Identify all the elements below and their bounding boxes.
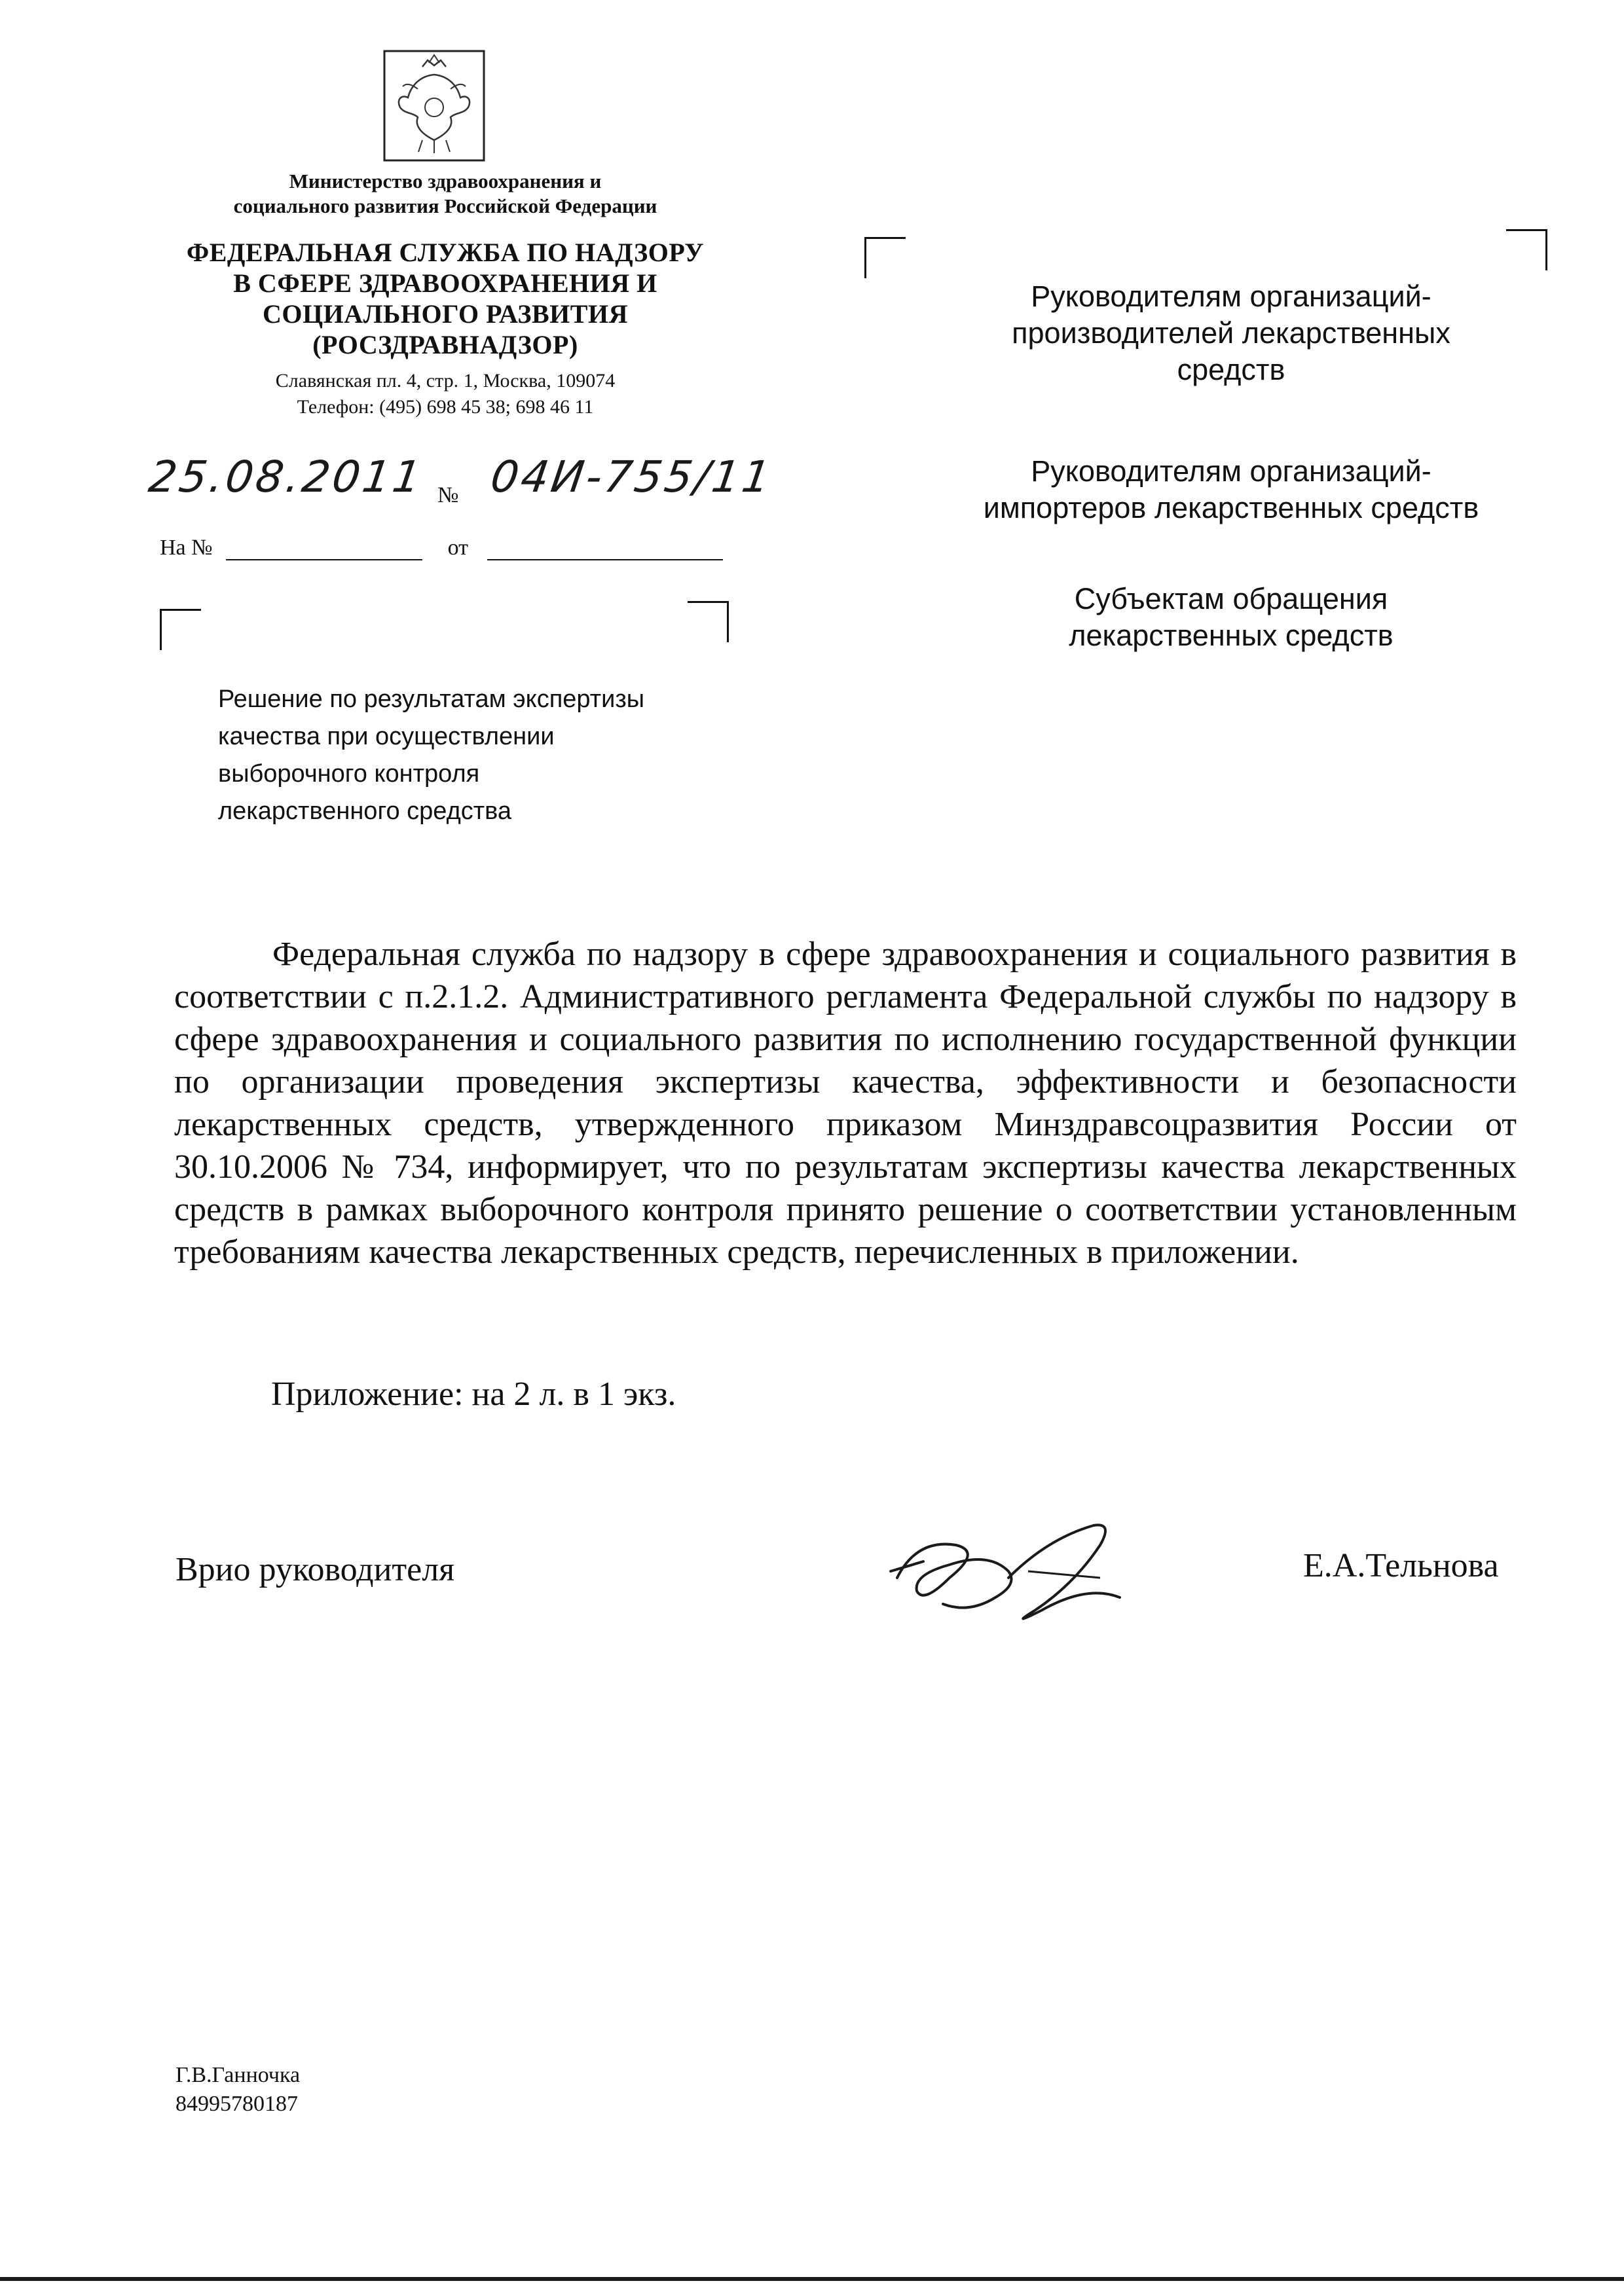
ministry-line-2: социального развития Российской Федерации	[233, 194, 657, 217]
service-line-1: ФЕДЕРАЛЬНАЯ СЛУЖБА ПО НАДЗОРУ	[186, 238, 705, 267]
service-name	[138, 237, 753, 360]
addressee-1-line-3: средств	[1177, 353, 1285, 386]
addressee-3-line-1: Субъектам обращения	[1074, 582, 1388, 615]
signatory-role: Врио руководителя	[175, 1551, 455, 1588]
ministry-name	[164, 169, 727, 219]
attachment-note: Приложение: на 2 л. в 1 экз.	[271, 1376, 676, 1413]
executor-block	[175, 2061, 300, 2119]
addressee-importers	[910, 453, 1552, 526]
phone-numbers: Телефон: (495) 698 45 38; 698 46 11	[297, 396, 594, 418]
subject-line-1: Решение по результатам экспертизы	[218, 685, 645, 713]
ref-date-blank	[487, 539, 723, 560]
subject-block	[218, 681, 807, 830]
addressee-subjects	[910, 581, 1552, 654]
ministry-line-1: Министерство здравоохранения и	[289, 170, 602, 192]
service-line-4: (РОСЗДРАВНАДЗОР)	[312, 330, 578, 359]
addressee-2-line-1: Руководителям организаций-	[1031, 454, 1431, 488]
service-line-2: В СФЕРЕ ЗДРАВООХРАНЕНИЯ И	[233, 268, 657, 298]
subject-corner-right	[688, 601, 729, 642]
executor-name: Г.В.Ганночка	[175, 2063, 301, 2087]
handwritten-date: 25.08.2011	[145, 452, 427, 502]
addressee-3-line-2: лекарственных средств	[1069, 619, 1393, 652]
coat-of-arms-emblem	[382, 48, 487, 163]
handwritten-number: 04И-755/11	[487, 452, 776, 502]
addressee-corner-left	[864, 237, 906, 278]
subject-line-3: выборочного контроля	[218, 760, 480, 788]
addressee-2-line-2: импортеров лекарственных средств	[983, 491, 1479, 524]
addressee-manufacturers	[910, 278, 1552, 388]
signatory-name: Е.А.Тельнова	[1303, 1547, 1499, 1584]
ref-prefix: На №	[160, 536, 213, 560]
subject-line-2: качества при осуществлении	[218, 723, 555, 750]
bottom-scan-edge	[0, 2277, 1624, 2281]
service-line-3: СОЦИАЛЬНОГО РАЗВИТИЯ	[263, 299, 628, 329]
ref-number-blank	[226, 539, 422, 560]
letter-body	[174, 933, 1517, 1273]
number-sign: №	[437, 483, 459, 507]
executor-phone: 84995780187	[175, 2092, 298, 2116]
subject-line-4: лекарственного средства	[218, 797, 512, 825]
address-block	[164, 368, 727, 420]
postal-address: Славянская пл. 4, стр. 1, Москва, 109074	[275, 370, 616, 392]
russian-coat-of-arms-icon	[382, 48, 487, 163]
addressee-corner-right	[1506, 229, 1547, 270]
body-paragraph: Федеральная служба по надзору в сфере здравоохранения и социального развития в соответствии с п.2.1.2. Административного регламента Федеральной службы по надзору в сфере здравоохранения и социального развития по исполнению государственной функции по организации проведения экспертизы качества, эффективности и безопасности лекарственных средств, утвержденного приказом Минздравсоцразвития России от 30.10.2006 № 734, информирует, что по результатам экспертизы качества лекарственных средств в рамках выборочного контроля принято решение о соответствии установленным требованиям качества лекарственных средств, перечисленных в приложении.	[174, 936, 1517, 1271]
subject-corner-left	[160, 609, 201, 650]
reference-line	[160, 536, 723, 560]
addressee-1-line-1: Руководителям организаций-	[1031, 280, 1431, 313]
ref-from: от	[447, 536, 469, 560]
handwritten-signature	[877, 1499, 1139, 1643]
addressee-1-line-2: производителей лекарственных	[1012, 316, 1450, 350]
